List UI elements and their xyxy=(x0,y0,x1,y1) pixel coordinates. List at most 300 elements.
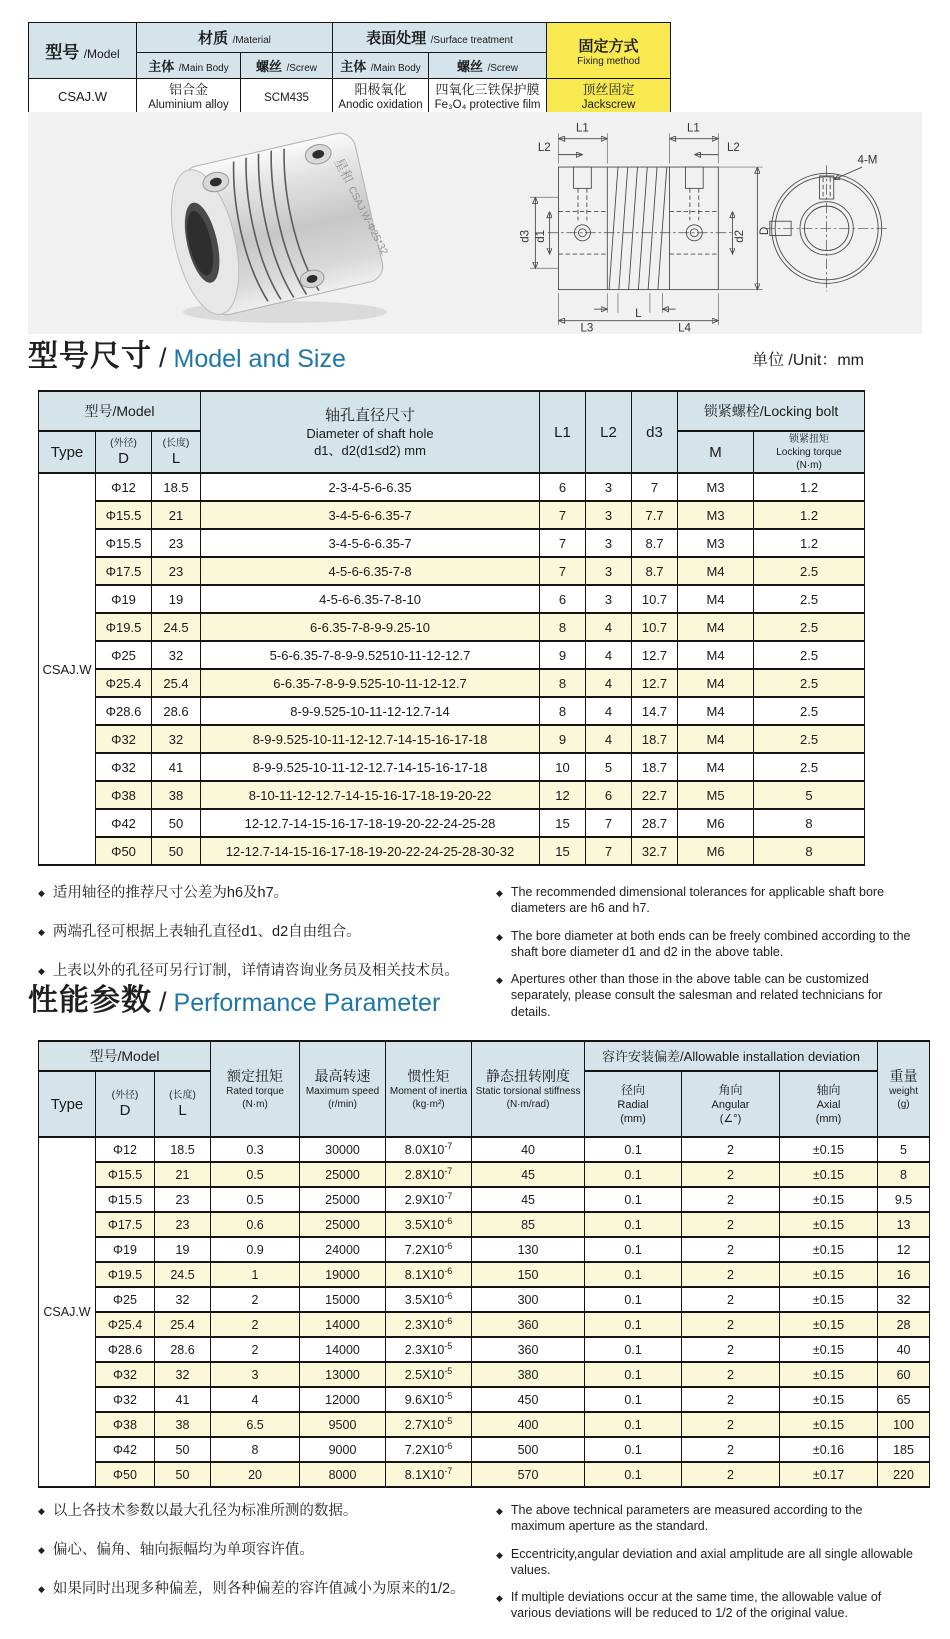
type-label-cell: CSAJ.W xyxy=(39,473,96,865)
m-cell: M4 xyxy=(678,613,754,641)
inertia-cell: $2.9X10^{-7}$ xyxy=(386,1187,472,1212)
dim-label-d1: d1 xyxy=(535,229,548,243)
l1-cell: 9 xyxy=(540,641,586,669)
m-col-header: M xyxy=(678,431,754,473)
l-cell: 24.5 xyxy=(152,613,201,641)
rated-torque-cell: 20 xyxy=(211,1462,300,1487)
max-speed-cell: 19000 xyxy=(300,1262,386,1287)
table-row xyxy=(39,697,865,725)
d3-cell: 12.7 xyxy=(632,669,678,697)
max-speed-cell: 25000 xyxy=(300,1162,386,1187)
max-speed-col-header: 最高转速 Maximum speed (r/min) xyxy=(300,1041,386,1137)
axial-cell: ±0.15 xyxy=(780,1262,878,1287)
l-cell: 32 xyxy=(155,1362,211,1387)
l2-cell: 3 xyxy=(586,529,632,557)
material-screw-header: 螺丝 /Screw xyxy=(241,53,333,79)
d-col-header: (外径) D xyxy=(96,1071,155,1137)
table-row xyxy=(39,1462,930,1487)
angular-cell: 2 xyxy=(682,1312,780,1337)
table-row xyxy=(39,1162,930,1187)
axial-cell: ±0.15 xyxy=(780,1212,878,1237)
material-spec-table xyxy=(28,22,671,115)
table-row xyxy=(39,641,865,669)
table-row xyxy=(39,1287,930,1312)
locking-torque-col-header: 锁紧扭矩 Locking torque (N·m) xyxy=(754,431,865,473)
torque-cell: 1.2 xyxy=(754,501,865,529)
max-speed-cell: 9500 xyxy=(300,1412,386,1437)
note-item: ◆ The above technical parameters are measured according to the maximum aperture as the standard. xyxy=(496,1502,918,1535)
inertia-cell: $9.6X10^{-5}$ xyxy=(386,1387,472,1412)
note-item: ◆ 偏心、偏角、轴向振幅均为单项容许值。 xyxy=(38,1541,496,1559)
axial-cell: ±0.15 xyxy=(780,1237,878,1262)
weight-cell: 13 xyxy=(878,1212,930,1237)
table-row xyxy=(39,501,865,529)
table-row xyxy=(39,1412,930,1437)
material-main-body-header: 主体 /Main Body xyxy=(137,53,241,79)
rated-torque-cell: 0.9 xyxy=(211,1237,300,1262)
table-row xyxy=(39,613,865,641)
side-view xyxy=(548,167,733,290)
rated-torque-cell: 2 xyxy=(211,1312,300,1337)
dim-label-l: L xyxy=(635,308,642,321)
d3-cell: 14.7 xyxy=(632,697,678,725)
max-speed-cell: 25000 xyxy=(300,1212,386,1237)
inertia-cell: $7.2X10^{-6}$ xyxy=(386,1437,472,1462)
deviation-header: 容许安装偏差/Allowable installation deviation xyxy=(585,1041,878,1071)
table-row xyxy=(39,837,865,865)
radial-cell: 0.1 xyxy=(585,1287,682,1312)
shaft-holes-cell: 5-6-6.35-7-8-9-9.52510-11-12-12.7 xyxy=(201,641,540,669)
note-item: ◆ Apertures other than those in the above table can be customized separately, please consult the salesman and related technicians for details. xyxy=(496,971,918,1020)
angular-cell: 2 xyxy=(682,1262,780,1287)
torque-cell: 2.5 xyxy=(754,725,865,753)
stiffness-cell: 380 xyxy=(472,1362,585,1387)
m-cell: M6 xyxy=(678,809,754,837)
surface-screw-header: 螺丝 /Screw xyxy=(429,53,547,79)
m-cell: M3 xyxy=(678,473,754,501)
table-row xyxy=(39,1262,930,1287)
max-speed-cell: 8000 xyxy=(300,1462,386,1487)
weight-cell: 5 xyxy=(878,1137,930,1162)
axial-cell: ±0.16 xyxy=(780,1437,878,1462)
section-title-zh: 性能参数 xyxy=(28,984,152,1017)
weight-cell: 40 xyxy=(878,1337,930,1362)
table-row xyxy=(39,473,865,501)
angular-cell: 2 xyxy=(682,1187,780,1212)
table-row xyxy=(39,1137,930,1162)
torque-cell: 8 xyxy=(754,809,865,837)
torque-cell: 5 xyxy=(754,781,865,809)
inertia-cell: $2.5X10^{-5}$ xyxy=(386,1362,472,1387)
axial-cell: ±0.15 xyxy=(780,1162,878,1187)
d3-col-header: d3 xyxy=(632,391,678,473)
size-section-title xyxy=(28,342,864,372)
l2-cell: 3 xyxy=(586,501,632,529)
l-cell: 25.4 xyxy=(152,669,201,697)
body-surface-value: 阳极氧化 Anodic oxidation xyxy=(333,79,429,115)
type-col-header: Type xyxy=(39,1071,96,1137)
inertia-cell: $3.5X10^{-6}$ xyxy=(386,1212,472,1237)
coupling-body xyxy=(159,127,399,323)
l1-cell: 6 xyxy=(540,473,586,501)
l-cell: 24.5 xyxy=(155,1262,211,1287)
radial-cell: 0.1 xyxy=(585,1312,682,1337)
weight-cell: 28 xyxy=(878,1312,930,1337)
stiffness-cell: 500 xyxy=(472,1437,585,1462)
stiffness-cell: 400 xyxy=(472,1412,585,1437)
m-cell: M4 xyxy=(678,585,754,613)
d3-cell: 10.7 xyxy=(632,613,678,641)
table-row xyxy=(39,529,865,557)
d-cell: Φ42 xyxy=(96,809,152,837)
stiffness-cell: 130 xyxy=(472,1237,585,1262)
m-cell: M4 xyxy=(678,725,754,753)
l1-cell: 7 xyxy=(540,501,586,529)
axial-cell: ±0.15 xyxy=(780,1312,878,1337)
screw-material-value: SCM435 xyxy=(241,79,333,115)
l2-cell: 4 xyxy=(586,641,632,669)
rated-torque-cell: 0.5 xyxy=(211,1162,300,1187)
l2-cell: 3 xyxy=(586,557,632,585)
max-speed-cell: 9000 xyxy=(300,1437,386,1462)
radial-cell: 0.1 xyxy=(585,1412,682,1437)
d-cell: Φ12 xyxy=(96,473,152,501)
stiffness-cell: 150 xyxy=(472,1262,585,1287)
angular-col-header: 角向 Angular (∠°) xyxy=(682,1071,780,1137)
table-row xyxy=(39,1387,930,1412)
stiffness-cell: 450 xyxy=(472,1387,585,1412)
inertia-cell: $8.1X10^{-6}$ xyxy=(386,1262,472,1287)
l-cell: 32 xyxy=(152,725,201,753)
model-value: CSAJ.W xyxy=(29,79,137,115)
axial-cell: ±0.15 xyxy=(780,1362,878,1387)
d-cell: Φ38 xyxy=(96,1412,155,1437)
axial-cell: ±0.15 xyxy=(780,1137,878,1162)
m-cell: M4 xyxy=(678,557,754,585)
angular-cell: 2 xyxy=(682,1237,780,1262)
l1-cell: 7 xyxy=(540,557,586,585)
dim-label-d2: d2 xyxy=(734,229,747,243)
l1-cell: 10 xyxy=(540,753,586,781)
d-cell: Φ12 xyxy=(96,1137,155,1162)
weight-cell: 9.5 xyxy=(878,1187,930,1212)
angular-cell: 2 xyxy=(682,1137,780,1162)
m-cell: M6 xyxy=(678,837,754,865)
shaft-holes-cell: 8-10-11-12-12.7-14-15-16-17-18-19-20-22 xyxy=(201,781,540,809)
d3-cell: 7 xyxy=(632,473,678,501)
m-cell: M4 xyxy=(678,669,754,697)
surface-header: 表面处理 /Surface treatment xyxy=(333,23,547,53)
inertia-cell: $2.3X10^{-6}$ xyxy=(386,1312,472,1337)
torque-cell: 2.5 xyxy=(754,669,865,697)
type-label-cell: CSAJ.W xyxy=(39,1137,96,1487)
l-cell: 19 xyxy=(152,585,201,613)
d-cell: Φ19 xyxy=(96,1237,155,1262)
note-item: ◆ 上表以外的孔径可另行订制，详情请咨询业务员及相关技术员。 xyxy=(38,962,496,980)
dim-label-d3: d3 xyxy=(519,229,532,243)
rated-torque-cell: 0.5 xyxy=(211,1187,300,1212)
l-cell: 21 xyxy=(152,501,201,529)
l-cell: 23 xyxy=(155,1212,211,1237)
size-table xyxy=(38,390,865,866)
note-item: ◆ 如果同时出现多种偏差，则各种偏差的容许值减小为原来的1/2。 xyxy=(38,1580,496,1598)
max-speed-cell: 14000 xyxy=(300,1312,386,1337)
torque-cell: 1.2 xyxy=(754,473,865,501)
weight-cell: 100 xyxy=(878,1412,930,1437)
m-cell: M5 xyxy=(678,781,754,809)
shaft-holes-cell: 3-4-5-6-6.35-7 xyxy=(201,501,540,529)
end-view xyxy=(764,165,888,291)
max-speed-cell: 15000 xyxy=(300,1287,386,1312)
stiffness-cell: 360 xyxy=(472,1312,585,1337)
axial-cell: ±0.15 xyxy=(780,1337,878,1362)
section-title-sep: / xyxy=(159,343,167,373)
dim-label-l2: L2 xyxy=(537,142,551,155)
l1-cell: 6 xyxy=(540,585,586,613)
angular-cell: 2 xyxy=(682,1462,780,1487)
perf-notes-zh xyxy=(38,1502,496,1622)
d-cell: Φ25 xyxy=(96,641,152,669)
l-cell: 18.5 xyxy=(155,1137,211,1162)
note-item: ◆ 以上各技术参数以最大孔径为标准所测的数据。 xyxy=(38,1502,496,1520)
d-cell: Φ19 xyxy=(96,585,152,613)
torque-cell: 2.5 xyxy=(754,641,865,669)
l1-cell: 15 xyxy=(540,809,586,837)
weight-cell: 185 xyxy=(878,1437,930,1462)
dim-label-l4: L4 xyxy=(678,322,691,334)
stiffness-cell: 360 xyxy=(472,1337,585,1362)
angular-cell: 2 xyxy=(682,1387,780,1412)
rated-torque-cell: 2 xyxy=(211,1287,300,1312)
d-cell: Φ17.5 xyxy=(96,557,152,585)
torque-cell: 1.2 xyxy=(754,529,865,557)
l-cell: 41 xyxy=(155,1387,211,1412)
l-cell: 23 xyxy=(155,1187,211,1212)
dim-label-d: D xyxy=(759,226,772,236)
angular-cell: 2 xyxy=(682,1212,780,1237)
table-row xyxy=(39,1212,930,1237)
weight-cell: 220 xyxy=(878,1462,930,1487)
dim-label-l2: L2 xyxy=(726,142,740,155)
l-col-header: (长度) L xyxy=(152,431,201,473)
l-cell: 18.5 xyxy=(152,473,201,501)
rated-torque-cell: 3 xyxy=(211,1362,300,1387)
table-row xyxy=(39,1187,930,1212)
fixing-value: 顶丝固定 Jackscrew xyxy=(547,79,671,115)
inertia-cell: $3.5X10^{-6}$ xyxy=(386,1287,472,1312)
l-cell: 32 xyxy=(152,641,201,669)
shaft-holes-cell: 12-12.7-14-15-16-17-18-19-20-22-24-25-28 xyxy=(201,809,540,837)
l2-cell: 4 xyxy=(586,669,632,697)
d3-cell: 10.7 xyxy=(632,585,678,613)
performance-table xyxy=(38,1040,930,1488)
angular-cell: 2 xyxy=(682,1412,780,1437)
m-cell: M4 xyxy=(678,641,754,669)
note-item: ◆ 两端孔径可根据上表轴孔直径d1、d2自由组合。 xyxy=(38,923,496,941)
perf-notes xyxy=(38,1502,918,1622)
stiffness-cell: 45 xyxy=(472,1187,585,1212)
angular-cell: 2 xyxy=(682,1337,780,1362)
rated-torque-cell: 1 xyxy=(211,1262,300,1287)
section-title-en: Performance Parameter xyxy=(173,988,441,1017)
radial-cell: 0.1 xyxy=(585,1337,682,1362)
table-row xyxy=(39,1437,930,1462)
stiffness-col-header: 静态扭转刚度 Static torsional stiffness (N·m/rad) xyxy=(472,1041,585,1137)
radial-cell: 0.1 xyxy=(585,1237,682,1262)
table-row xyxy=(39,725,865,753)
note-item: ◆ If multiple deviations occur at the same time, the allowable value of various deviations will be reduced to 1/2 of the original value. xyxy=(496,1589,918,1622)
table-row xyxy=(39,585,865,613)
max-speed-cell: 14000 xyxy=(300,1337,386,1362)
table-row xyxy=(39,753,865,781)
d3-cell: 28.7 xyxy=(632,809,678,837)
axial-cell: ±0.15 xyxy=(780,1412,878,1437)
angular-cell: 2 xyxy=(682,1437,780,1462)
axial-cell: ±0.15 xyxy=(780,1187,878,1212)
weight-cell: 65 xyxy=(878,1387,930,1412)
d3-cell: 18.7 xyxy=(632,753,678,781)
max-speed-cell: 13000 xyxy=(300,1362,386,1387)
l-cell: 50 xyxy=(152,809,201,837)
d3-cell: 32.7 xyxy=(632,837,678,865)
l2-cell: 4 xyxy=(586,613,632,641)
l-cell: 41 xyxy=(152,753,201,781)
rated-torque-cell: 6.5 xyxy=(211,1412,300,1437)
table-row xyxy=(39,557,865,585)
table-row xyxy=(39,809,865,837)
note-item: ◆ The bore diameter at both ends can be freely combined according to the shaft bore diameter d1 and d2 in the above table. xyxy=(496,928,918,961)
shaft-holes-cell: 3-4-5-6-6.35-7 xyxy=(201,529,540,557)
l-cell: 19 xyxy=(155,1237,211,1262)
radial-cell: 0.1 xyxy=(585,1462,682,1487)
l2-col-header: L2 xyxy=(586,391,632,473)
torque-cell: 2.5 xyxy=(754,557,865,585)
torque-cell: 2.5 xyxy=(754,613,865,641)
torque-cell: 2.5 xyxy=(754,585,865,613)
shaft-holes-cell: 8-9-9.525-10-11-12-12.7-14 xyxy=(201,697,540,725)
l1-cell: 8 xyxy=(540,669,586,697)
weight-cell: 32 xyxy=(878,1287,930,1312)
d-cell: Φ32 xyxy=(96,753,152,781)
weight-col-header: 重量 weight (g) xyxy=(878,1041,930,1137)
radial-cell: 0.1 xyxy=(585,1387,682,1412)
d-cell: Φ19.5 xyxy=(96,1262,155,1287)
d-cell: Φ38 xyxy=(96,781,152,809)
table-row xyxy=(39,1337,930,1362)
l-cell: 32 xyxy=(155,1287,211,1312)
l2-cell: 3 xyxy=(586,585,632,613)
radial-cell: 0.1 xyxy=(585,1212,682,1237)
l-cell: 25.4 xyxy=(155,1312,211,1337)
d3-cell: 8.7 xyxy=(632,557,678,585)
rated-torque-cell: 0.6 xyxy=(211,1212,300,1237)
l-cell: 28.6 xyxy=(152,697,201,725)
model-col-header: 型号/Model xyxy=(39,391,201,431)
body-material-value: 铝合金 Aluminium alloy xyxy=(137,79,241,115)
section-title-zh: 型号尺寸 xyxy=(28,340,152,373)
l-cell: 23 xyxy=(152,529,201,557)
d3-cell: 22.7 xyxy=(632,781,678,809)
weight-cell: 12 xyxy=(878,1237,930,1262)
l-cell: 50 xyxy=(155,1437,211,1462)
angular-cell: 2 xyxy=(682,1287,780,1312)
rated-torque-col-header: 额定扭矩 Rated torque (N·m) xyxy=(211,1041,300,1137)
shaft-holes-cell: 8-9-9.525-10-11-12-12.7-14-15-16-17-18 xyxy=(201,725,540,753)
shaft-holes-cell: 4-5-6-6.35-7-8 xyxy=(201,557,540,585)
d-cell: Φ25.4 xyxy=(96,669,152,697)
table-row xyxy=(39,1312,930,1337)
l-cell: 38 xyxy=(152,781,201,809)
l-cell: 28.6 xyxy=(155,1337,211,1362)
shaft-holes-cell: 6-6.35-7-8-9-9.525-10-11-12-12.7 xyxy=(201,669,540,697)
d-cell: Φ28.6 xyxy=(96,697,152,725)
d-col-header: (外径) D xyxy=(96,431,152,473)
l2-cell: 6 xyxy=(586,781,632,809)
radial-cell: 0.1 xyxy=(585,1162,682,1187)
model-col-header: 型号/Model xyxy=(39,1041,211,1071)
d-cell: Φ42 xyxy=(96,1437,155,1462)
table-row xyxy=(39,1362,930,1387)
d-cell: Φ32 xyxy=(96,1362,155,1387)
l2-cell: 3 xyxy=(586,473,632,501)
l-col-header: (长度) L xyxy=(155,1071,211,1137)
l1-cell: 8 xyxy=(540,613,586,641)
shaft-holes-cell: 8-9-9.525-10-11-12-12.7-14-15-16-17-18 xyxy=(201,753,540,781)
table-row xyxy=(39,781,865,809)
radial-cell: 0.1 xyxy=(585,1362,682,1387)
max-speed-cell: 12000 xyxy=(300,1387,386,1412)
l1-cell: 9 xyxy=(540,725,586,753)
d-cell: Φ50 xyxy=(96,837,152,865)
l-cell: 23 xyxy=(152,557,201,585)
shaft-hole-col-header: 轴孔直径尺寸 Diameter of shaft hole d1、d2(d1≤d2) mm xyxy=(201,391,540,473)
angular-cell: 2 xyxy=(682,1162,780,1187)
weight-cell: 16 xyxy=(878,1262,930,1287)
type-col-header: Type xyxy=(39,431,96,473)
radial-cell: 0.1 xyxy=(585,1262,682,1287)
l-cell: 50 xyxy=(155,1462,211,1487)
radial-cell: 0.1 xyxy=(585,1187,682,1212)
shaft-holes-cell: 12-12.7-14-15-16-17-18-19-20-22-24-25-28-30-32 xyxy=(201,837,540,865)
l2-cell: 7 xyxy=(586,837,632,865)
angular-cell: 2 xyxy=(682,1362,780,1387)
perf-section-title xyxy=(28,986,864,1016)
stiffness-cell: 300 xyxy=(472,1287,585,1312)
dim-label-4m: 4-M xyxy=(857,154,878,167)
weight-cell: 8 xyxy=(878,1162,930,1187)
m-cell: M3 xyxy=(678,529,754,557)
torque-cell: 2.5 xyxy=(754,753,865,781)
l1-col-header: L1 xyxy=(540,391,586,473)
dim-label-l3: L3 xyxy=(580,322,594,334)
dim-label-l1: L1 xyxy=(687,122,700,135)
d-cell: Φ32 xyxy=(96,1387,155,1412)
section-title-sep: / xyxy=(159,987,167,1017)
torque-cell: 8 xyxy=(754,837,865,865)
inertia-cell: $7.2X10^{-6}$ xyxy=(386,1237,472,1262)
l1-cell: 12 xyxy=(540,781,586,809)
fixing-header: 固定方式 Fixing method xyxy=(547,23,671,79)
radial-cell: 0.1 xyxy=(585,1137,682,1162)
weight-cell: 60 xyxy=(878,1362,930,1387)
shaft-holes-cell: 6-6.35-7-8-9-9.25-10 xyxy=(201,613,540,641)
l2-cell: 4 xyxy=(586,697,632,725)
inertia-cell: $8.1X10^{-7}$ xyxy=(386,1462,472,1487)
d-cell: Φ25.4 xyxy=(96,1312,155,1337)
axial-cell: ±0.17 xyxy=(780,1462,878,1487)
max-speed-cell: 25000 xyxy=(300,1187,386,1212)
radial-col-header: 径向 Radial (mm) xyxy=(585,1071,682,1137)
